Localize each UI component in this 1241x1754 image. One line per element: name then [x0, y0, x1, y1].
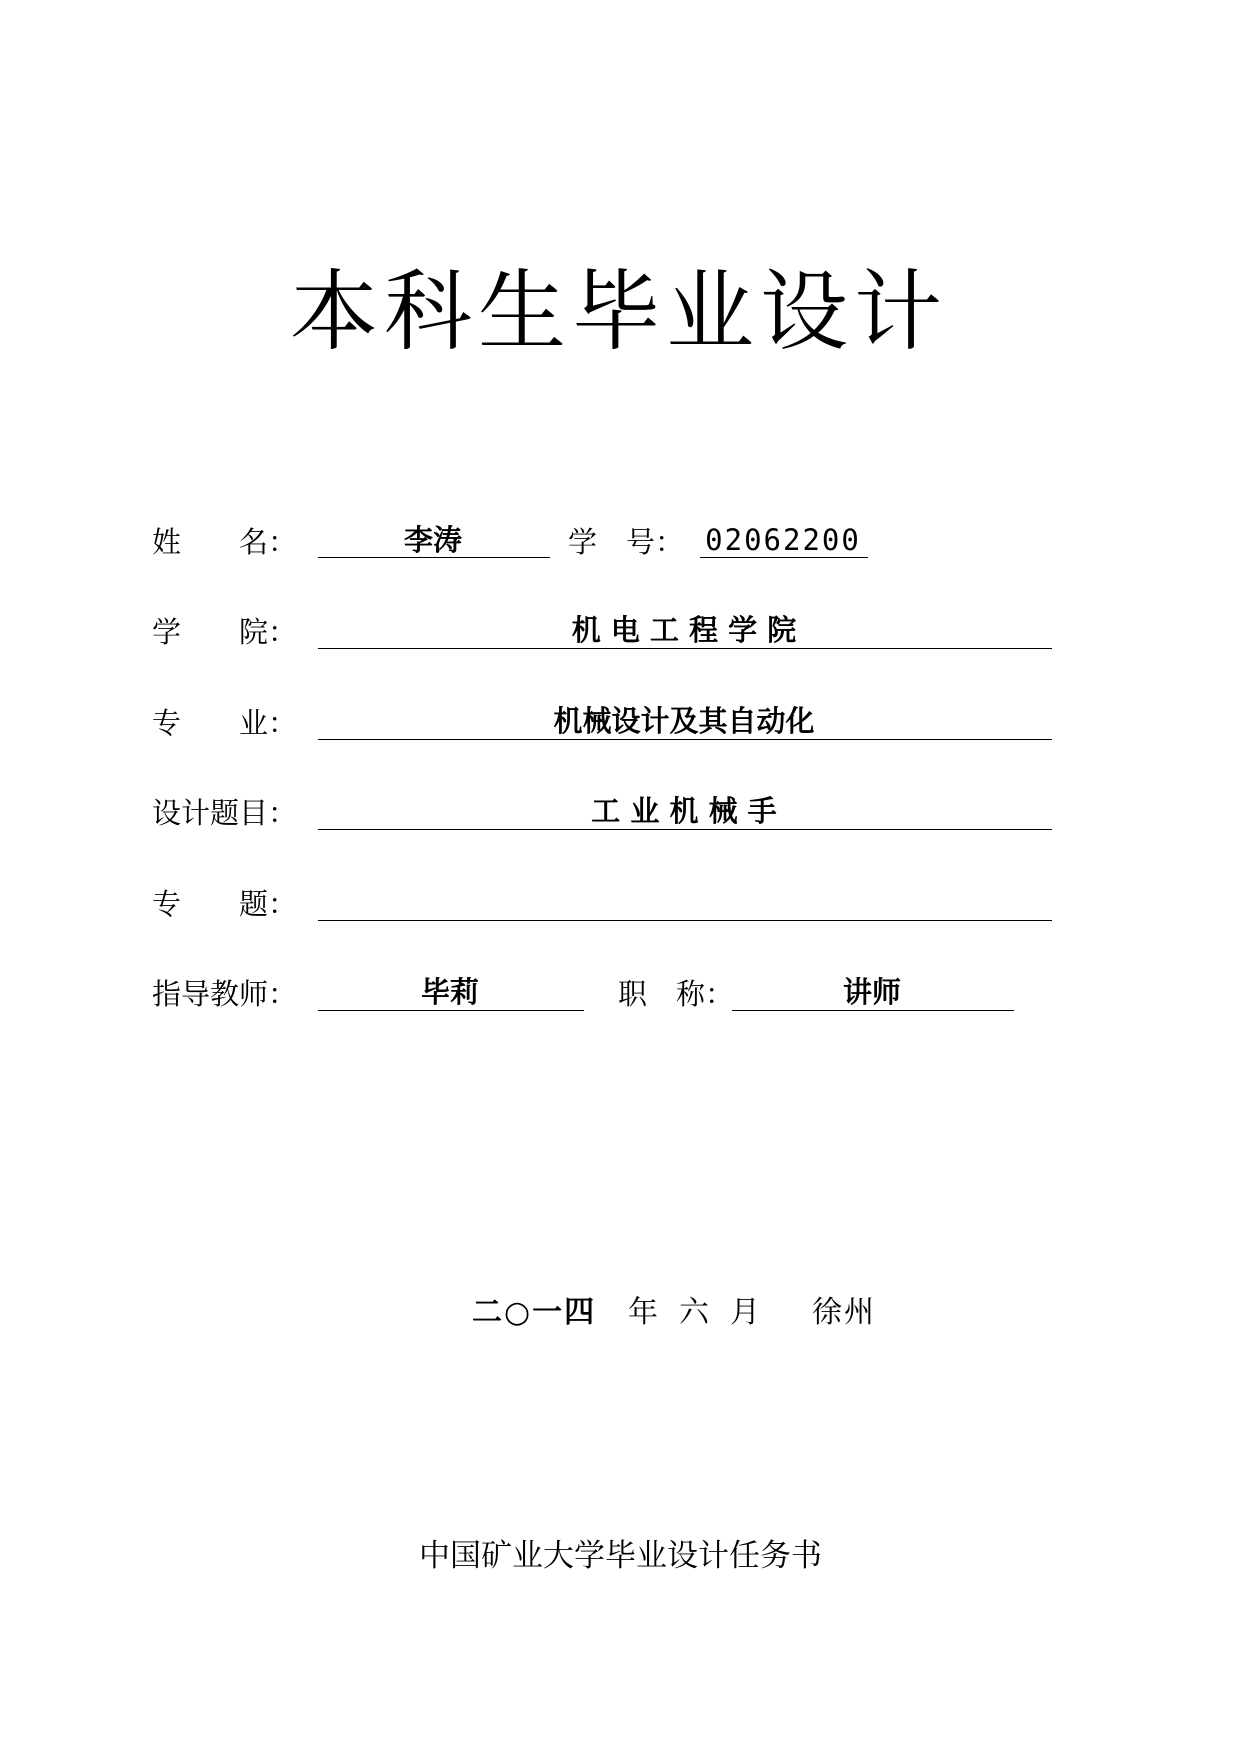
- date-month-unit: 月: [730, 1295, 760, 1330]
- date-year-unit: 年: [628, 1295, 658, 1330]
- college-value: 机 电 工 程 学 院: [571, 613, 797, 647]
- academic-title-label: 职 称：: [618, 977, 735, 1011]
- student-id-underline: [700, 557, 868, 558]
- major-label: 专 业：: [152, 706, 298, 740]
- student-id-label: 学 号：: [568, 525, 685, 559]
- academic-title-value: 讲师: [842, 975, 901, 1009]
- special-topic-label: 专 题：: [152, 887, 298, 921]
- date-place: 徐州: [812, 1295, 876, 1330]
- document-footer: 中国矿业大学毕业设计任务书: [419, 1538, 822, 1574]
- special-topic-underline: [318, 920, 1052, 921]
- major-underline: [318, 739, 1052, 740]
- date-year: 二○一四: [472, 1295, 597, 1330]
- topic-value: 工 业 机 械 手: [591, 794, 777, 828]
- name-label: 姓 名：: [152, 525, 298, 559]
- name-value: 李涛: [403, 523, 462, 557]
- college-underline: [318, 648, 1052, 649]
- topic-label: 设计题目：: [152, 796, 298, 830]
- major-value: 机械设计及其自动化: [553, 704, 815, 738]
- student-id-value: 02062200: [705, 523, 861, 557]
- advisor-label: 指导教师：: [152, 977, 298, 1011]
- advisor-value: 毕莉: [420, 975, 479, 1009]
- academic-title-underline: [732, 1010, 1014, 1011]
- advisor-underline: [318, 1010, 584, 1011]
- college-label: 学 院：: [152, 615, 298, 649]
- document-title: 本科生毕业设计: [290, 260, 949, 363]
- name-underline: [318, 557, 550, 558]
- topic-underline: [318, 829, 1052, 830]
- date-month: 六: [679, 1295, 709, 1330]
